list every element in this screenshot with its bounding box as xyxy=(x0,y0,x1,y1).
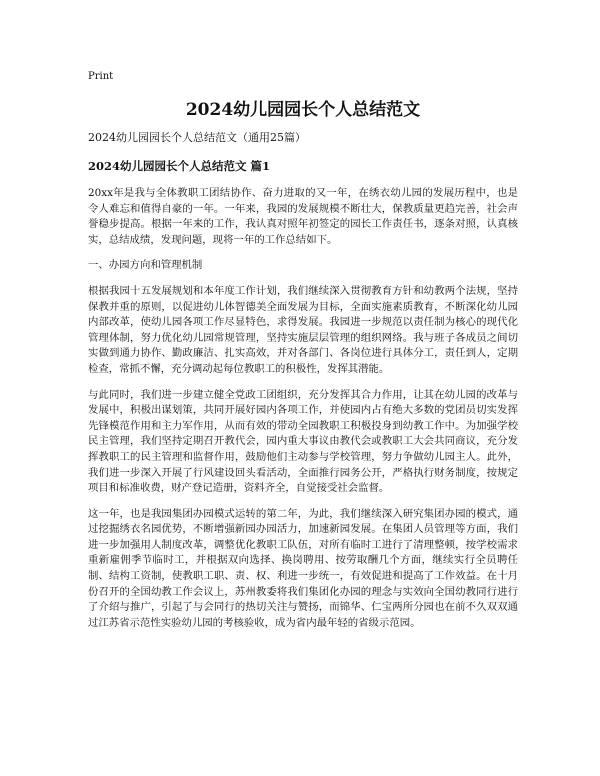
print-label[interactable]: Print xyxy=(88,71,114,82)
section-heading: 2024幼儿园园长个人总结范文 篇1 xyxy=(88,159,271,173)
document-title: 2024幼儿园园长个人总结范文 xyxy=(185,100,421,120)
document-subtitle: 2024幼儿园园长个人总结范文（通用25篇） xyxy=(88,131,306,144)
document-page xyxy=(88,70,518,641)
paragraph-party-organization: 与此同时，我们进一步建立健全党政工团组织，充分发挥其合力作用，让其在幼儿园的改革与发展中，积极出谋划策，共同开展好园内各项工作，并使园内占有绝大多数的党团员切实发挥先锋模范作用和主力军作用，从而有效的带动全园教职工积极投身到幼教工作中。为加强学校民主管理，我们坚持定期召开教代会，园内重大事议由教代会或教职工大会共同商议，充分发挥教职工的民主管理和监督作用，鼓励他们主动参与学校管理，努力争做幼儿园主人。此外，我们进一步深入开展了行风建设回头看活动，全面推行园务公开，严格执行财务制度，按规定项目和标准收费，财产登记造册，资料齐全，自觉接受社会监督。 xyxy=(88,388,518,495)
paragraph-management: 根据我园十五发展规划和本年度工作计划，我们继续深入贯彻教育方针和幼教两个法规，坚持保教并重的原则，以促进幼儿体智德美全面发展为目标，全面实施素质教育，不断深化幼儿园内部改革，使幼儿园各项工作尽显特色，求得发展。我园进一步规范以责任制为核心的现代化管理体制，努力优化幼儿园常规管理，坚持实施层层管理的组织网络。我与班子各成员之间切实做到通力协作、勤政廉洁、扎实高效，并对各部门、各岗位进行具体分工，责任到人，定期检查，常抓不懈，充分调动起每位教职工的积极性，发挥其潜能。 xyxy=(88,284,518,375)
paragraph-intro: 20xx年是我与全体教职工团结协作、奋力进取的又一年，在绣衣幼儿园的发展历程中，也是令人难忘和值得自豪的一年。一年来，我园的发展规模不断壮大，保教质量更趋完善，社会声誉稳步提高。根据一年来的工作，我认真对照年初签定的园长工作责任书，逐条对照，认真核实，总结成绩，发现问题，现将一年的工作总结如下。 xyxy=(88,187,518,246)
paragraph-group-model: 这一年，也是我园集团办园模式运转的第二年，为此，我们继续深入研究集团办园的模式，通过挖掘绣衣名园优势，不断增强新园办园活力，加速新园发展。在集团人员管理等方面，我们进一步加强用人制度改革，调整优化教职工队伍，对所有临时工进行了清理整顿，按学校需求重新雇佣季节临时工，并根据双向选择、换岗聘用、按劳取酬几个方面，继续实行全员聘任制、结构工资制，使教职工职、责、权、利进一步统一，有效促进和提高了工作效益。在十月份召开的全国幼教工作会议上，苏州教委将我们集团化办园的理念与实效向全国幼教同行进行了介绍与推广，引起了与会同行的热切关注与赞扬，而锦华、仁宝两所分园也在前不久双双通过江苏省示范性实验幼儿园的考核验收，成为省内最年轻的省级示范园。 xyxy=(88,507,518,629)
subheading-management: 一、办园方向和管理机制 xyxy=(88,259,203,272)
